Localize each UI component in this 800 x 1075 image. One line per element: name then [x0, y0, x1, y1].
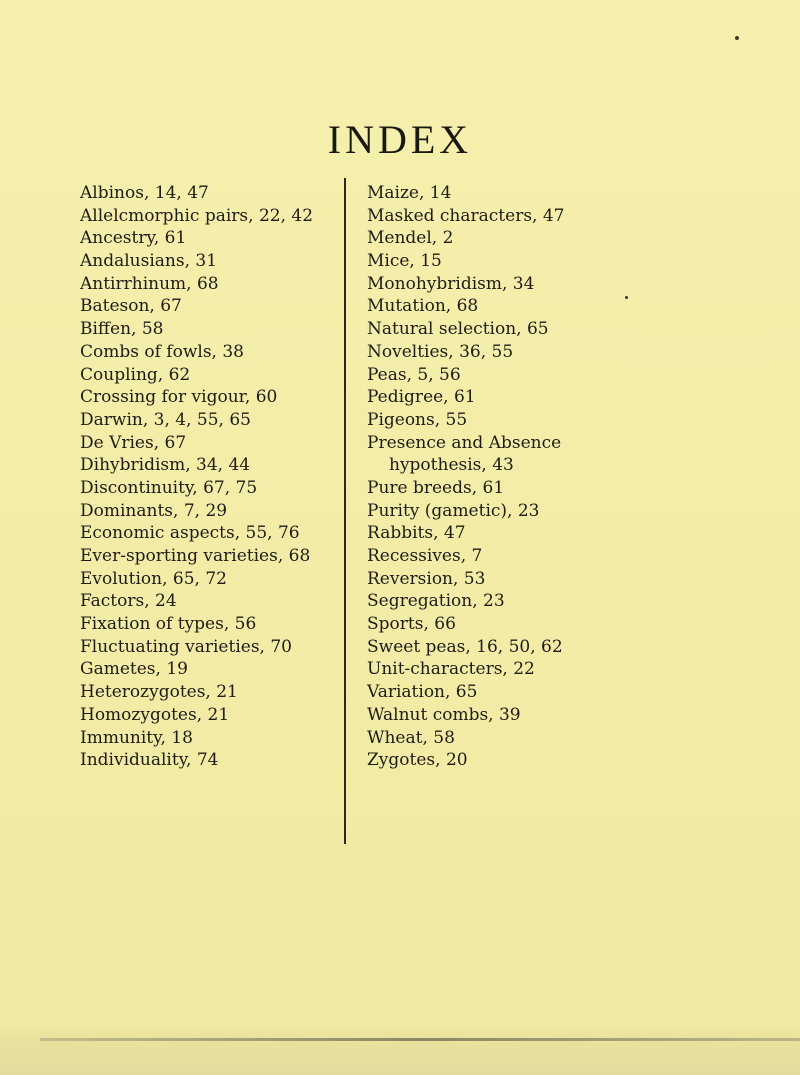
index-entry: Mice, 15	[367, 251, 442, 272]
index-entry: Mendel, 2	[367, 228, 454, 249]
index-entry: Fixation of types, 56	[80, 614, 257, 635]
index-entry: Immunity, 18	[80, 727, 193, 748]
index-entry: Unit-characters, 22	[367, 659, 535, 680]
index-entry: Variation, 65	[367, 682, 478, 703]
index-entry: Sports, 66	[367, 614, 456, 635]
index-entry: Rabbits, 47	[367, 523, 466, 544]
index-entry: Maize, 14	[367, 183, 452, 203]
index-entry-continuation: hypothesis, 43	[389, 455, 514, 476]
index-entry: Zygotes, 20	[367, 750, 468, 771]
page-bottom-edge	[0, 1017, 800, 1075]
index-entry: Monohybridism, 34	[367, 273, 535, 294]
index-entry: Dihybridism, 34, 44	[80, 455, 251, 476]
index-entry: Pigeons, 55	[367, 409, 468, 430]
index-entry: Ever-sporting varieties, 68	[80, 546, 311, 566]
index-right-column	[367, 182, 747, 772]
page-edge-shadow	[40, 1038, 800, 1041]
index-entry: Crossing for vigour, 60	[80, 387, 278, 408]
index-entry: Factors, 24	[80, 591, 177, 612]
paper-speck	[735, 36, 739, 40]
index-entry: Sweet peas, 16, 50, 62	[367, 636, 563, 657]
index-entry: Andalusians, 31	[80, 251, 218, 272]
index-entry: Homozygotes, 21	[80, 704, 230, 725]
index-entry: Novelties, 36, 55	[367, 341, 514, 362]
index-entry: Pure breeds, 61	[367, 477, 505, 498]
index-left-column	[80, 182, 342, 772]
index-entry: Evolution, 65, 72	[80, 568, 227, 589]
index-entry: Mutation, 68	[367, 296, 479, 317]
index-entry: Allelcmorphic pairs, 22, 42	[80, 205, 314, 226]
index-entry: Peas, 5, 56	[367, 364, 461, 385]
index-entry: Walnut combs, 39	[367, 704, 521, 725]
index-entry: Wheat, 58	[367, 727, 455, 748]
index-entry: Recessives, 7	[367, 546, 483, 566]
index-entry: Ancestry, 61	[80, 228, 187, 249]
index-entry: Darwin, 3, 4, 55, 65	[80, 409, 251, 430]
index-entry: Heterozygotes, 21	[80, 682, 238, 703]
index-entry: Discontinuity, 67, 75	[80, 477, 258, 498]
index-entry: Gametes, 19	[80, 659, 188, 680]
index-entry: Biffen, 58	[80, 319, 164, 340]
index-entry: Masked characters, 47	[367, 205, 565, 226]
index-entry: Economic aspects, 55, 76	[80, 523, 300, 544]
page-title: INDEX	[327, 117, 473, 162]
index-entry: Antirrhinum, 68	[80, 273, 219, 294]
index-entry: Albinos, 14, 47	[80, 183, 209, 203]
index-entry: Coupling, 62	[80, 364, 191, 385]
index-entry: Reversion, 53	[367, 568, 486, 589]
index-entry: Individuality, 74	[80, 750, 219, 771]
index-entry: Natural selection, 65	[367, 319, 549, 340]
index-entry: Presence and Absence	[367, 432, 562, 453]
index-entry: Segregation, 23	[367, 591, 505, 612]
index-entry: Combs of fowls, 38	[80, 341, 244, 362]
index-entry: Pedigree, 61	[367, 387, 476, 408]
index-entry: De Vries, 67	[80, 432, 187, 453]
index-entry: Dominants, 7, 29	[80, 500, 228, 521]
index-entry: Fluctuating varieties, 70	[80, 636, 292, 657]
index-entry: Bateson, 67	[80, 296, 182, 317]
index-entry: Purity (gametic), 23	[367, 500, 540, 521]
column-divider	[344, 178, 346, 844]
